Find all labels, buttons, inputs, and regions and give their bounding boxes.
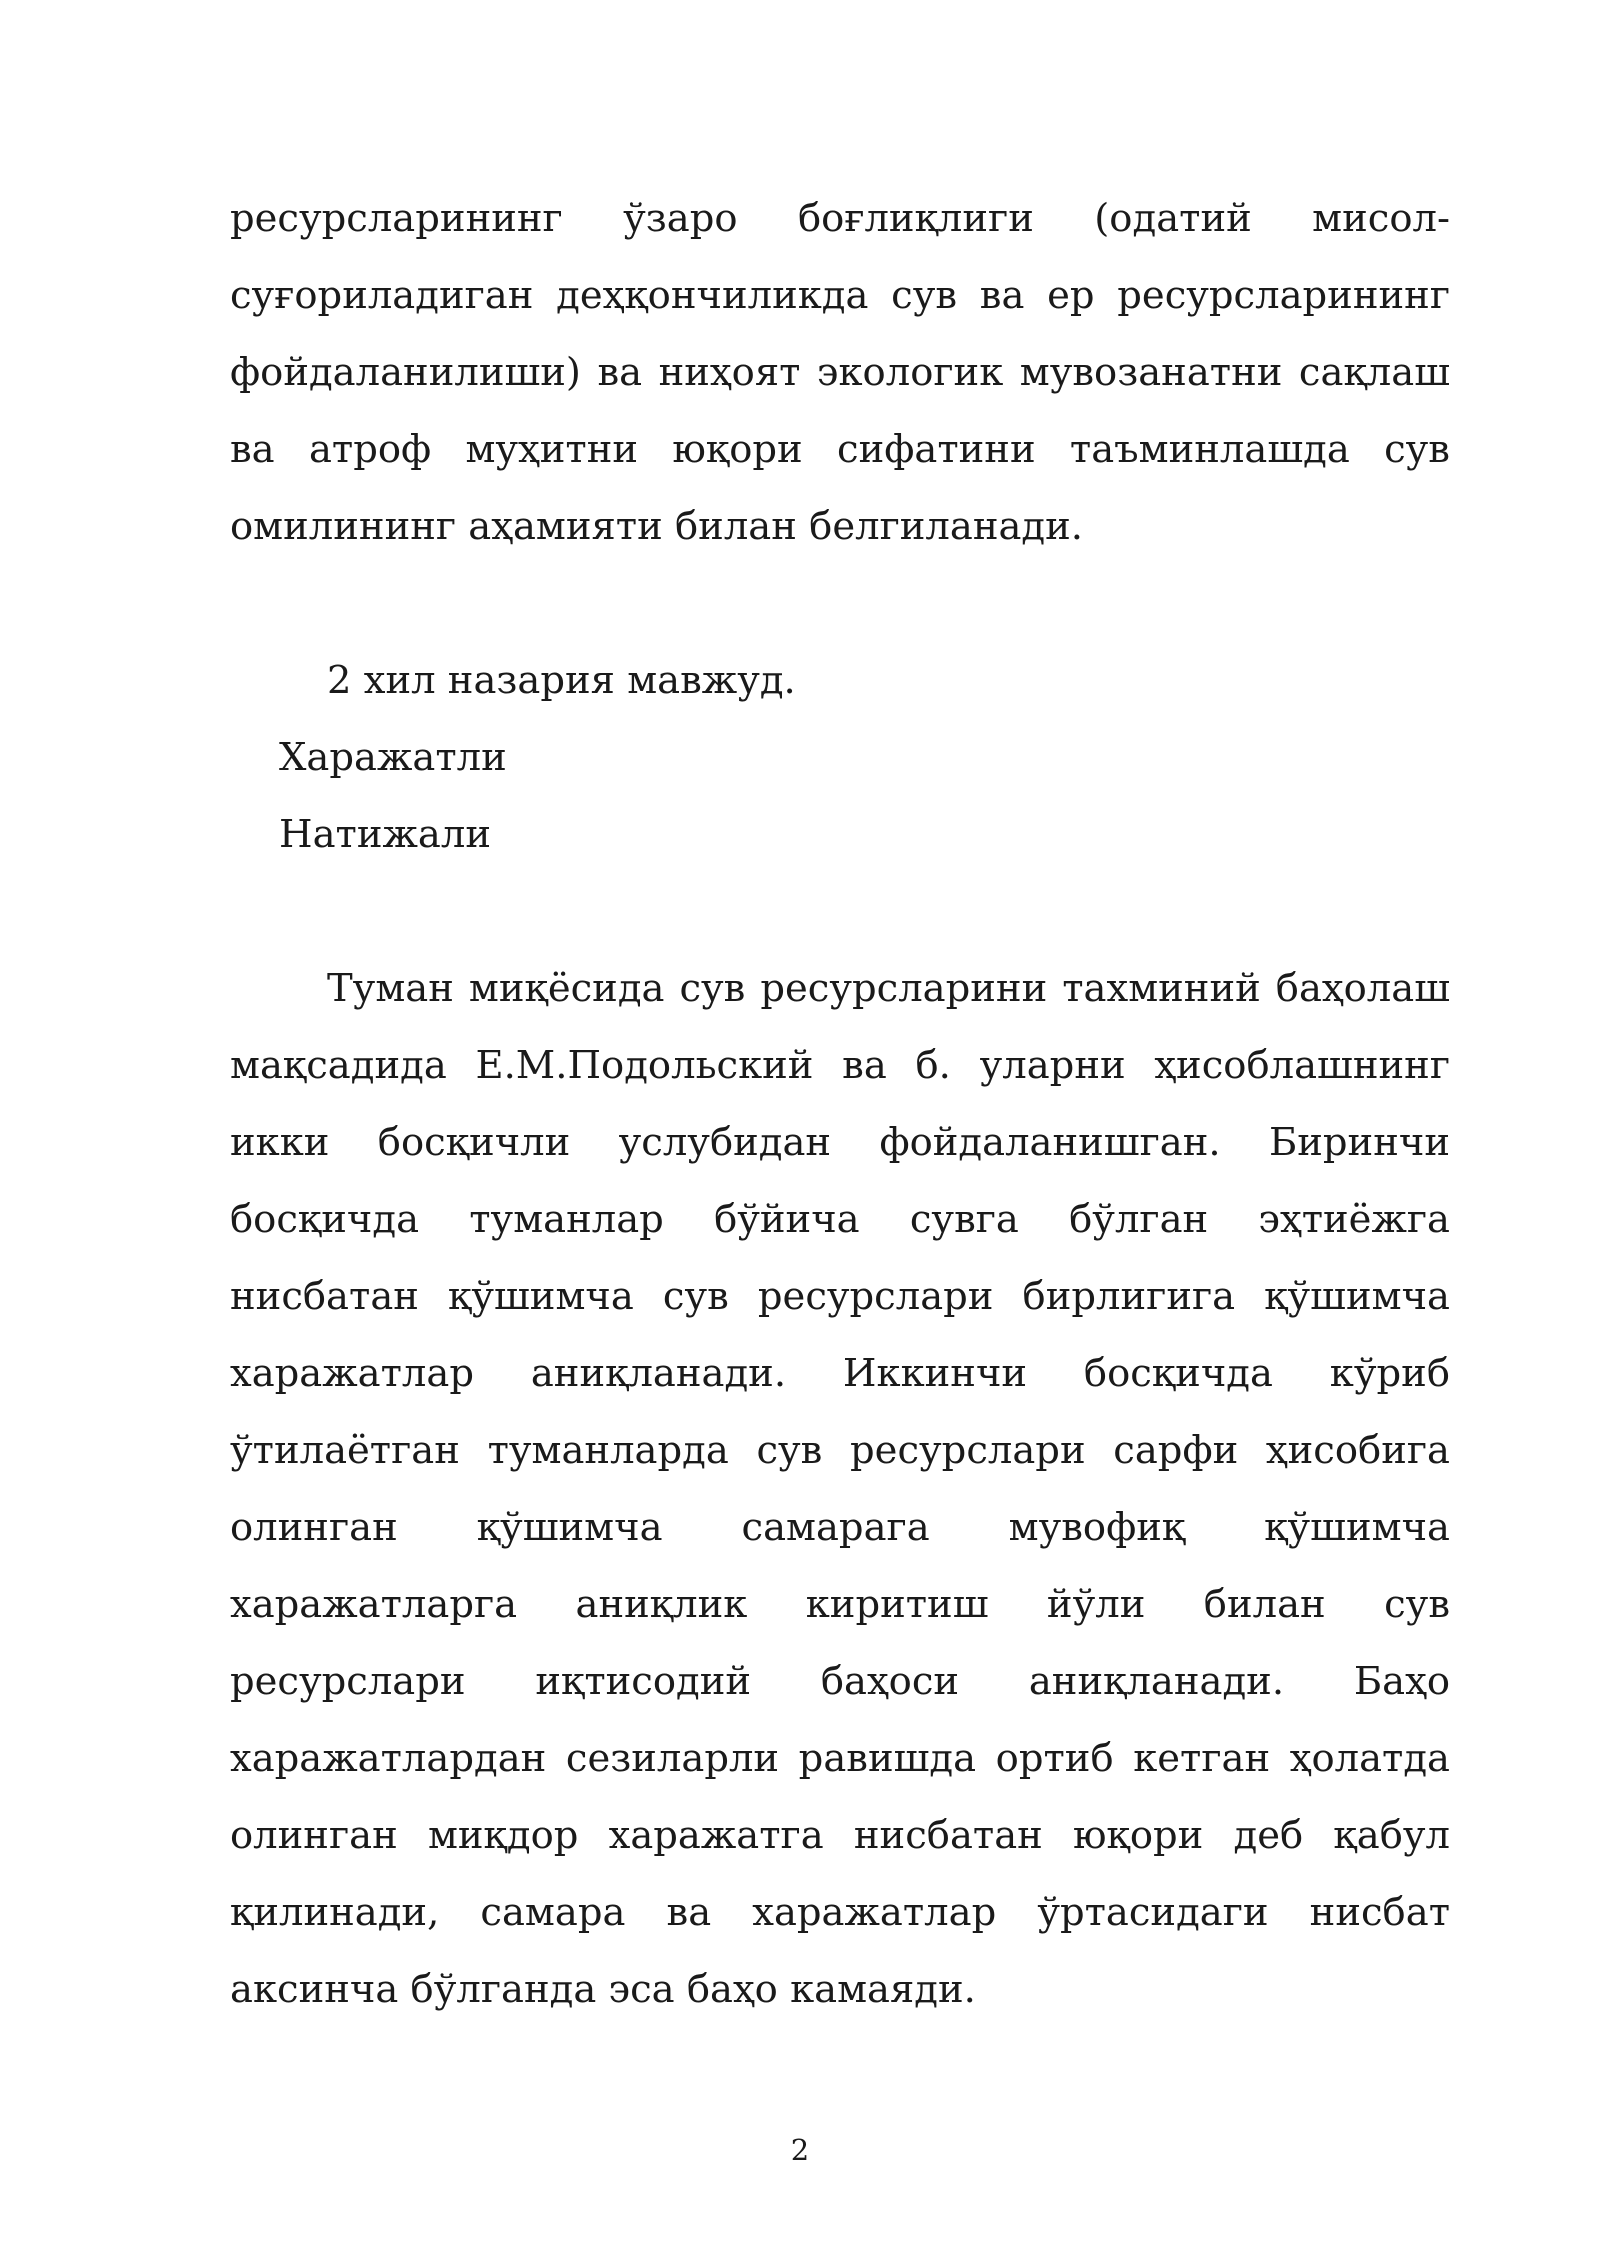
theory-item-cost: Харажатли [279, 735, 507, 780]
paragraph-water-resources-evaluation: Туман миқёсида сув ресурсларини тахминий баҳолаш мақсадида Е.М.Подольский ва б. уларни ҳисоблашнинг икки босқичли услубидан фойдаланишган. Биринчи босқичда туманлар бўйича сувга бўлган эҳтиёжга нисбатан қўшимча сув ресурслари бирлигига қўшимча харажатлар аниқланади. Иккинчи босқичда кўриб ўтилаётган туманларда сув ресурслари сарфи ҳисобига олинган қўшимча самарага мувофиқ қўшимча харажатларга аниқлик киритиш йўли билан сув ресурслари иқтисодий баҳоси аниқланади. Баҳо харажатлардан сезиларли равишда ортиб кетган ҳолатда олинган миқдор харажатга нисбатан юқори деб қабул қилинади, самара ва харажатлар ўртасидаги нисбат аксинча бўлганда эса баҳо камаяди. [230, 966, 1450, 2012]
theory-item-result: Натижали [279, 812, 491, 857]
paragraph-continuation: ресурсларининг ўзаро боғлиқлиги (одатий мисол- суғориладиган деҳқончиликда сув ва ер ресурсларининг фойдаланилиши) ва ниҳоят экологик мувозанатни сақлаш ва атроф муҳитни юқори сифатини таъминлашда сув омилининг аҳамияти билан белгиланади. [230, 196, 1450, 549]
page-number: 2 [790, 2133, 810, 2167]
theories-intro-line: 2 хил назария мавжуд. [327, 658, 796, 703]
